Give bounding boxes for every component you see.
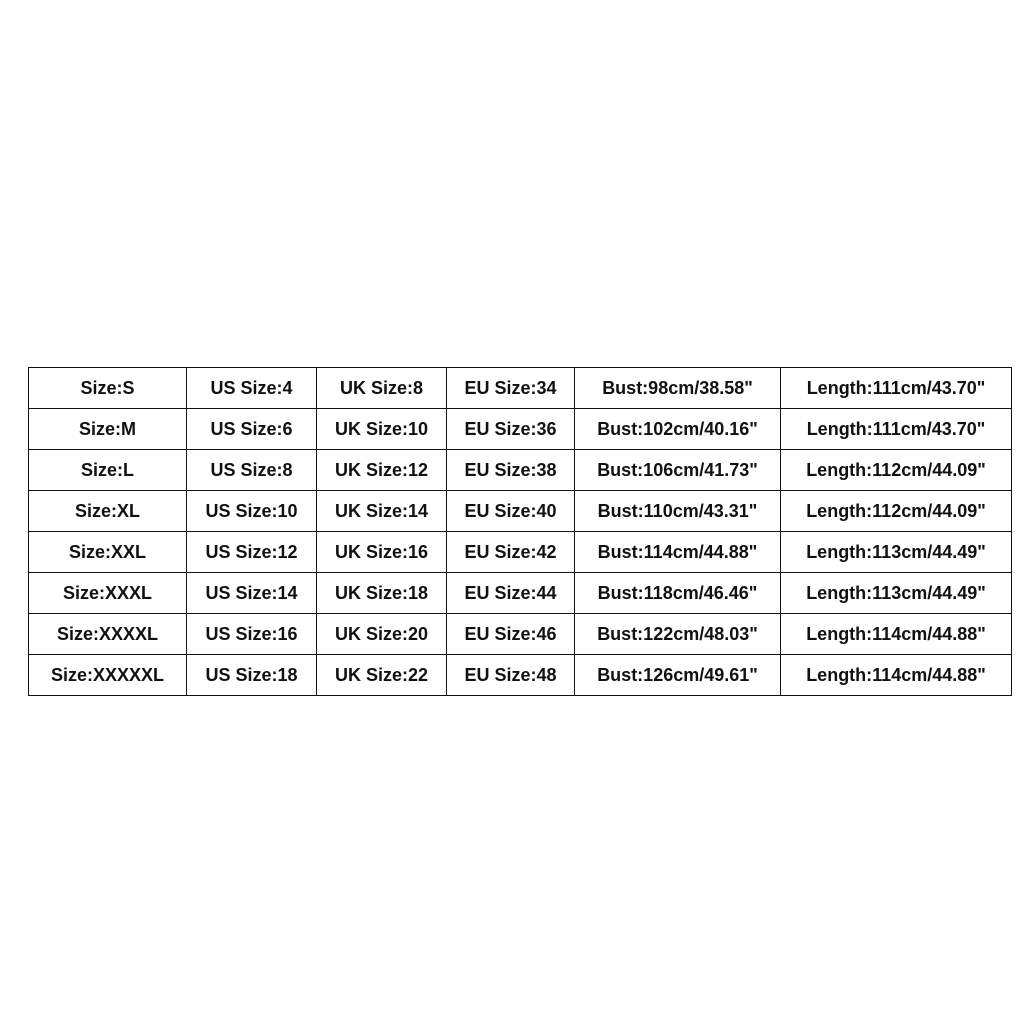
size-cell: Size:L [29, 450, 187, 491]
eu-size-cell: EU Size:48 [447, 655, 575, 696]
uk-size-cell: UK Size:22 [317, 655, 447, 696]
size-cell: Size:XXXXXL [29, 655, 187, 696]
uk-size-cell: UK Size:14 [317, 491, 447, 532]
bust-cell: Bust:110cm/43.31" [575, 491, 781, 532]
us-size-cell: US Size:12 [187, 532, 317, 573]
uk-size-cell: UK Size:8 [317, 368, 447, 409]
bust-cell: Bust:126cm/49.61" [575, 655, 781, 696]
length-cell: Length:114cm/44.88" [781, 655, 1012, 696]
length-cell: Length:113cm/44.49" [781, 532, 1012, 573]
table-row [29, 491, 1012, 532]
length-cell: Length:112cm/44.09" [781, 491, 1012, 532]
table-row [29, 450, 1012, 491]
table-row [29, 532, 1012, 573]
length-cell: Length:111cm/43.70" [781, 368, 1012, 409]
uk-size-cell: UK Size:12 [317, 450, 447, 491]
uk-size-cell: UK Size:16 [317, 532, 447, 573]
table-row [29, 409, 1012, 450]
us-size-cell: US Size:18 [187, 655, 317, 696]
us-size-cell: US Size:4 [187, 368, 317, 409]
table-row [29, 573, 1012, 614]
uk-size-cell: UK Size:18 [317, 573, 447, 614]
uk-size-cell: UK Size:10 [317, 409, 447, 450]
size-cell: Size:XXXL [29, 573, 187, 614]
us-size-cell: US Size:16 [187, 614, 317, 655]
bust-cell: Bust:118cm/46.46" [575, 573, 781, 614]
us-size-cell: US Size:6 [187, 409, 317, 450]
uk-size-cell: UK Size:20 [317, 614, 447, 655]
size-cell: Size:XXL [29, 532, 187, 573]
bust-cell: Bust:122cm/48.03" [575, 614, 781, 655]
eu-size-cell: EU Size:38 [447, 450, 575, 491]
size-chart-table [28, 367, 1012, 696]
us-size-cell: US Size:10 [187, 491, 317, 532]
us-size-cell: US Size:14 [187, 573, 317, 614]
length-cell: Length:111cm/43.70" [781, 409, 1012, 450]
length-cell: Length:112cm/44.09" [781, 450, 1012, 491]
bust-cell: Bust:114cm/44.88" [575, 532, 781, 573]
bust-cell: Bust:102cm/40.16" [575, 409, 781, 450]
eu-size-cell: EU Size:42 [447, 532, 575, 573]
table-row [29, 368, 1012, 409]
us-size-cell: US Size:8 [187, 450, 317, 491]
table-row [29, 614, 1012, 655]
bust-cell: Bust:98cm/38.58" [575, 368, 781, 409]
size-cell: Size:M [29, 409, 187, 450]
length-cell: Length:113cm/44.49" [781, 573, 1012, 614]
size-cell: Size:XL [29, 491, 187, 532]
eu-size-cell: EU Size:36 [447, 409, 575, 450]
size-cell: Size:XXXXL [29, 614, 187, 655]
eu-size-cell: EU Size:34 [447, 368, 575, 409]
eu-size-cell: EU Size:44 [447, 573, 575, 614]
eu-size-cell: EU Size:40 [447, 491, 575, 532]
bust-cell: Bust:106cm/41.73" [575, 450, 781, 491]
size-cell: Size:S [29, 368, 187, 409]
table-row [29, 655, 1012, 696]
length-cell: Length:114cm/44.88" [781, 614, 1012, 655]
eu-size-cell: EU Size:46 [447, 614, 575, 655]
